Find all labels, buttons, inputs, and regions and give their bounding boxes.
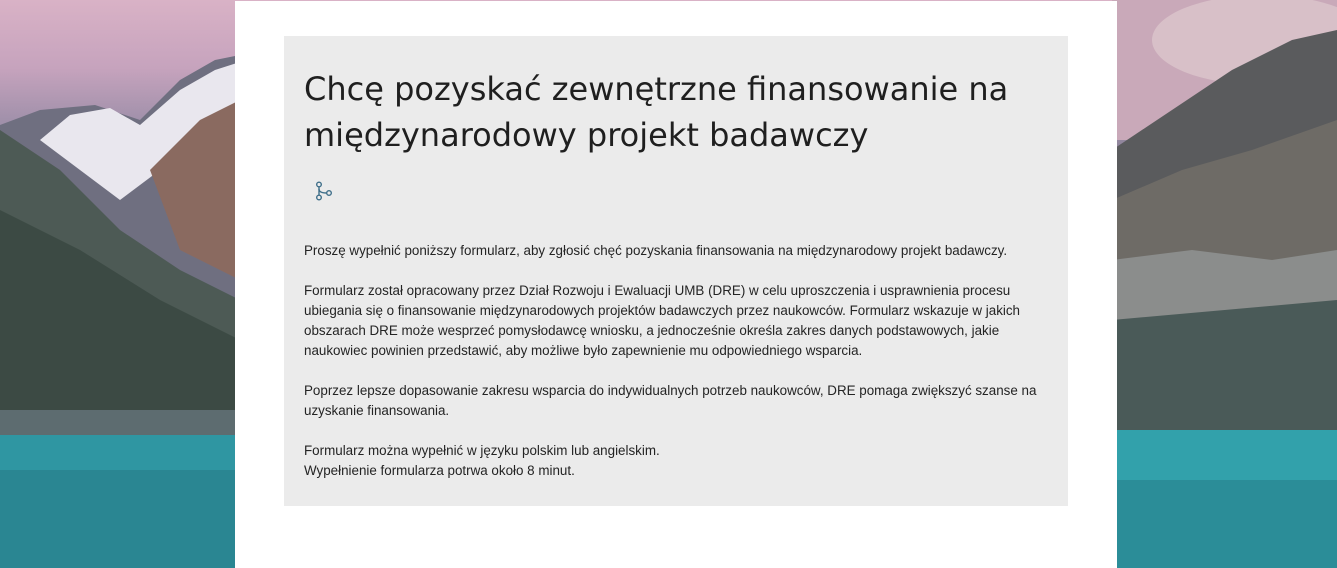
form-description bbox=[304, 241, 1049, 481]
description-paragraph: Formularz został opracowany przez Dział Rozwoju i Ewaluacji UMB (DRE) w celu uproszczenia i usprawnienia procesu ubiegania się o finansowanie międzynarodowych projektów badawczych przez naukowców. Formularz wskazuje w jakich obszarach DRE może wesprzeć pomysłodawcę wniosku, a jednocześnie określa zakres danych podstawowych, jakie naukowiec powinien przedstawić, aby możliwe było zapewnienie mu odpowiedniego wsparcia. bbox=[304, 283, 1021, 358]
form-title: Chcę pozyskać zewnętrzne finansowanie na międzynarodowy projekt badawczy bbox=[304, 70, 1009, 154]
description-paragraph: Poprzez lepsze dopasowanie zakresu wsparcia do indywidualnych potrzeb naukowców, DRE pomaga zwiększyć szanse na uzyskanie finansowania. bbox=[304, 383, 1037, 418]
description-paragraph: Proszę wypełnić poniższy formularz, aby zgłosić chęć pozyskania finansowania na międzynarodowy projekt badawczy. bbox=[304, 243, 1008, 258]
form-card bbox=[235, 1, 1117, 568]
form-header bbox=[284, 36, 1068, 506]
mountain-right-image bbox=[1112, 0, 1337, 568]
description-paragraph: Wypełnienie formularza potrwa około 8 minut. bbox=[304, 463, 575, 478]
mountain-left-image bbox=[0, 0, 240, 568]
branching-icon bbox=[314, 181, 334, 201]
description-paragraph: Formularz można wypełnić w języku polskim lub angielskim. bbox=[304, 443, 660, 458]
